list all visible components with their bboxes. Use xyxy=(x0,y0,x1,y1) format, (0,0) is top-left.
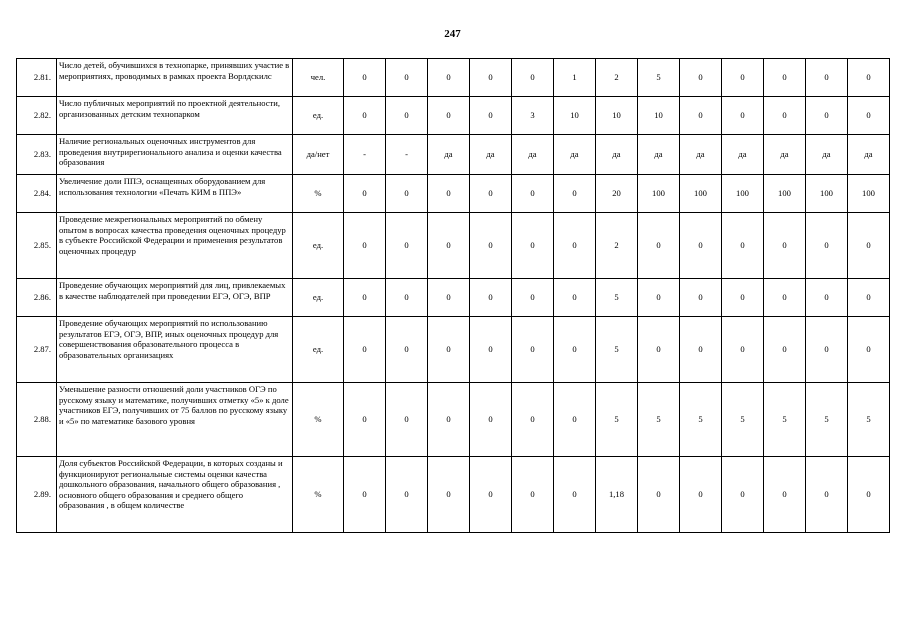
value-cell: 0 xyxy=(722,279,764,317)
unit-cell: ед. xyxy=(293,97,344,135)
value-cell: 0 xyxy=(680,59,722,97)
value-cell: 100 xyxy=(806,175,848,213)
row-number-cell: 2.87. xyxy=(17,317,57,383)
table-body xyxy=(17,59,890,533)
value-cell: 0 xyxy=(848,97,890,135)
value-cell: 100 xyxy=(848,175,890,213)
row-number-cell: 2.86. xyxy=(17,279,57,317)
row-number-cell: 2.89. xyxy=(17,457,57,533)
value-cell: 0 xyxy=(428,279,470,317)
value-cell: 0 xyxy=(806,457,848,533)
value-cell: да xyxy=(680,135,722,175)
unit-cell: % xyxy=(293,383,344,457)
table-row xyxy=(17,213,890,279)
indicator-description-cell: Число публичных мероприятий по проектной деятельности, организованных детским технопарком xyxy=(57,97,293,135)
value-cell: 0 xyxy=(806,279,848,317)
value-cell: 0 xyxy=(470,59,512,97)
value-cell: 0 xyxy=(428,97,470,135)
value-cell: 0 xyxy=(806,59,848,97)
value-cell: 0 xyxy=(470,457,512,533)
value-cell: да xyxy=(722,135,764,175)
value-cell: - xyxy=(344,135,386,175)
row-number-cell: 2.88. xyxy=(17,383,57,457)
unit-cell: да/нет xyxy=(293,135,344,175)
value-cell: 0 xyxy=(386,279,428,317)
row-number-cell: 2.82. xyxy=(17,97,57,135)
value-cell: 10 xyxy=(596,97,638,135)
value-cell: 0 xyxy=(512,457,554,533)
value-cell: 0 xyxy=(470,383,512,457)
indicator-description-cell: Увеличение доли ППЭ, оснащенных оборудованием для использования технологии «Печать КИМ в ППЭ» xyxy=(57,175,293,213)
value-cell: 0 xyxy=(470,213,512,279)
table-row xyxy=(17,135,890,175)
value-cell: да xyxy=(764,135,806,175)
value-cell: 0 xyxy=(764,317,806,383)
indicator-description-cell: Наличие региональных оценочных инструментов для проведения внутрирегионального анализа и оценки качества образования xyxy=(57,135,293,175)
value-cell: да xyxy=(554,135,596,175)
value-cell: 0 xyxy=(680,213,722,279)
value-cell: 0 xyxy=(848,317,890,383)
value-cell: 0 xyxy=(428,383,470,457)
value-cell: да xyxy=(638,135,680,175)
value-cell: 0 xyxy=(344,59,386,97)
value-cell: 0 xyxy=(722,457,764,533)
unit-cell: % xyxy=(293,457,344,533)
value-cell: 0 xyxy=(344,317,386,383)
value-cell: 100 xyxy=(638,175,680,213)
value-cell: 0 xyxy=(848,59,890,97)
value-cell: 0 xyxy=(848,457,890,533)
value-cell: 3 xyxy=(512,97,554,135)
value-cell: 0 xyxy=(386,457,428,533)
value-cell: да xyxy=(470,135,512,175)
value-cell: 0 xyxy=(428,213,470,279)
value-cell: 0 xyxy=(554,175,596,213)
value-cell: 0 xyxy=(512,213,554,279)
value-cell: 0 xyxy=(680,457,722,533)
value-cell: 5 xyxy=(596,317,638,383)
row-number-cell: 2.83. xyxy=(17,135,57,175)
value-cell: 1 xyxy=(554,59,596,97)
value-cell: 0 xyxy=(512,59,554,97)
value-cell: 5 xyxy=(722,383,764,457)
value-cell: 0 xyxy=(638,457,680,533)
value-cell: 1,18 xyxy=(596,457,638,533)
value-cell: да xyxy=(512,135,554,175)
value-cell: 0 xyxy=(680,317,722,383)
indicator-description-cell: Проведение обучающих мероприятий для лиц, привлекаемых в качестве наблюдателей при проведении ЕГЭ, ОГЭ, ВПР xyxy=(57,279,293,317)
value-cell: 5 xyxy=(764,383,806,457)
value-cell: 0 xyxy=(386,175,428,213)
indicators-table xyxy=(16,58,890,533)
value-cell: 0 xyxy=(386,97,428,135)
value-cell: да xyxy=(596,135,638,175)
value-cell: 0 xyxy=(386,383,428,457)
value-cell: 0 xyxy=(722,97,764,135)
value-cell: да xyxy=(848,135,890,175)
value-cell: 0 xyxy=(722,59,764,97)
row-number-cell: 2.81. xyxy=(17,59,57,97)
indicator-description-cell: Проведение обучающих мероприятий по использованию результатов ЕГЭ, ОГЭ, ВПР, иных оценочных процедур для совершенствования образовательного процесса в образовательных организациях xyxy=(57,317,293,383)
value-cell: 20 xyxy=(596,175,638,213)
value-cell: 0 xyxy=(386,59,428,97)
table-row xyxy=(17,59,890,97)
row-number-cell: 2.84. xyxy=(17,175,57,213)
value-cell: 0 xyxy=(428,175,470,213)
row-number-cell: 2.85. xyxy=(17,213,57,279)
value-cell: 0 xyxy=(764,213,806,279)
value-cell: 0 xyxy=(470,279,512,317)
value-cell: 0 xyxy=(764,457,806,533)
value-cell: 5 xyxy=(848,383,890,457)
value-cell: 0 xyxy=(512,175,554,213)
indicator-description-cell: Уменьшение разности отношений доли участников ОГЭ по русскому языку и математике, получивших отметку «5» к доле участников ЕГЭ, получивших от 75 баллов по русскому языку и «5» по математике базового уровня xyxy=(57,383,293,457)
value-cell: 0 xyxy=(764,59,806,97)
value-cell: 0 xyxy=(554,317,596,383)
value-cell: 0 xyxy=(470,317,512,383)
table-row xyxy=(17,383,890,457)
value-cell: 0 xyxy=(512,279,554,317)
unit-cell: ед. xyxy=(293,279,344,317)
value-cell: 0 xyxy=(722,213,764,279)
value-cell: 0 xyxy=(386,213,428,279)
value-cell: 0 xyxy=(512,317,554,383)
value-cell: 100 xyxy=(764,175,806,213)
value-cell: да xyxy=(806,135,848,175)
value-cell: 5 xyxy=(596,383,638,457)
value-cell: 5 xyxy=(680,383,722,457)
page-number: 247 xyxy=(444,28,461,40)
value-cell: 0 xyxy=(638,213,680,279)
unit-cell: ед. xyxy=(293,317,344,383)
value-cell: 2 xyxy=(596,213,638,279)
value-cell: 0 xyxy=(806,213,848,279)
value-cell: 0 xyxy=(554,279,596,317)
table-row xyxy=(17,457,890,533)
value-cell: 0 xyxy=(764,279,806,317)
value-cell: 0 xyxy=(806,97,848,135)
value-cell: 0 xyxy=(554,213,596,279)
indicator-description-cell: Проведение межрегиональных мероприятий по обмену опытом в вопросах качества проведения оценочных процедур в субъекте Российской Федерации и применения результатов оценочных процедур xyxy=(57,213,293,279)
value-cell: 0 xyxy=(344,457,386,533)
value-cell: 0 xyxy=(344,97,386,135)
value-cell: 10 xyxy=(554,97,596,135)
value-cell: 0 xyxy=(344,383,386,457)
value-cell: 0 xyxy=(680,97,722,135)
value-cell: 0 xyxy=(554,383,596,457)
value-cell: 5 xyxy=(596,279,638,317)
table-row xyxy=(17,97,890,135)
value-cell: 0 xyxy=(680,279,722,317)
value-cell: 0 xyxy=(428,457,470,533)
value-cell: 0 xyxy=(638,279,680,317)
value-cell: 2 xyxy=(596,59,638,97)
value-cell: 5 xyxy=(638,383,680,457)
unit-cell: ед. xyxy=(293,213,344,279)
value-cell: 0 xyxy=(554,457,596,533)
value-cell: 0 xyxy=(512,383,554,457)
value-cell: 5 xyxy=(638,59,680,97)
value-cell: 0 xyxy=(764,97,806,135)
value-cell: 0 xyxy=(386,317,428,383)
value-cell: 0 xyxy=(344,279,386,317)
value-cell: 100 xyxy=(680,175,722,213)
value-cell: 0 xyxy=(638,317,680,383)
table-row xyxy=(17,175,890,213)
value-cell: 0 xyxy=(848,279,890,317)
table-row xyxy=(17,279,890,317)
value-cell: - xyxy=(386,135,428,175)
table-row xyxy=(17,317,890,383)
value-cell: да xyxy=(428,135,470,175)
unit-cell: % xyxy=(293,175,344,213)
value-cell: 0 xyxy=(848,213,890,279)
value-cell: 0 xyxy=(428,59,470,97)
indicator-description-cell: Доля субъектов Российской Федерации, в которых созданы и функционируют региональные системы оценки качества дошкольного образования, начального общего образования , основного общего образования и среднего общего образования , в общем количестве xyxy=(57,457,293,533)
value-cell: 0 xyxy=(428,317,470,383)
value-cell: 0 xyxy=(470,175,512,213)
value-cell: 0 xyxy=(344,213,386,279)
value-cell: 0 xyxy=(470,97,512,135)
value-cell: 0 xyxy=(722,317,764,383)
unit-cell: чел. xyxy=(293,59,344,97)
value-cell: 5 xyxy=(806,383,848,457)
value-cell: 100 xyxy=(722,175,764,213)
value-cell: 0 xyxy=(344,175,386,213)
indicator-description-cell: Число детей, обучившихся в технопарке, принявших участие в мероприятиях, проводимых в рамках проекта Ворлдскилс xyxy=(57,59,293,97)
value-cell: 0 xyxy=(806,317,848,383)
value-cell: 10 xyxy=(638,97,680,135)
